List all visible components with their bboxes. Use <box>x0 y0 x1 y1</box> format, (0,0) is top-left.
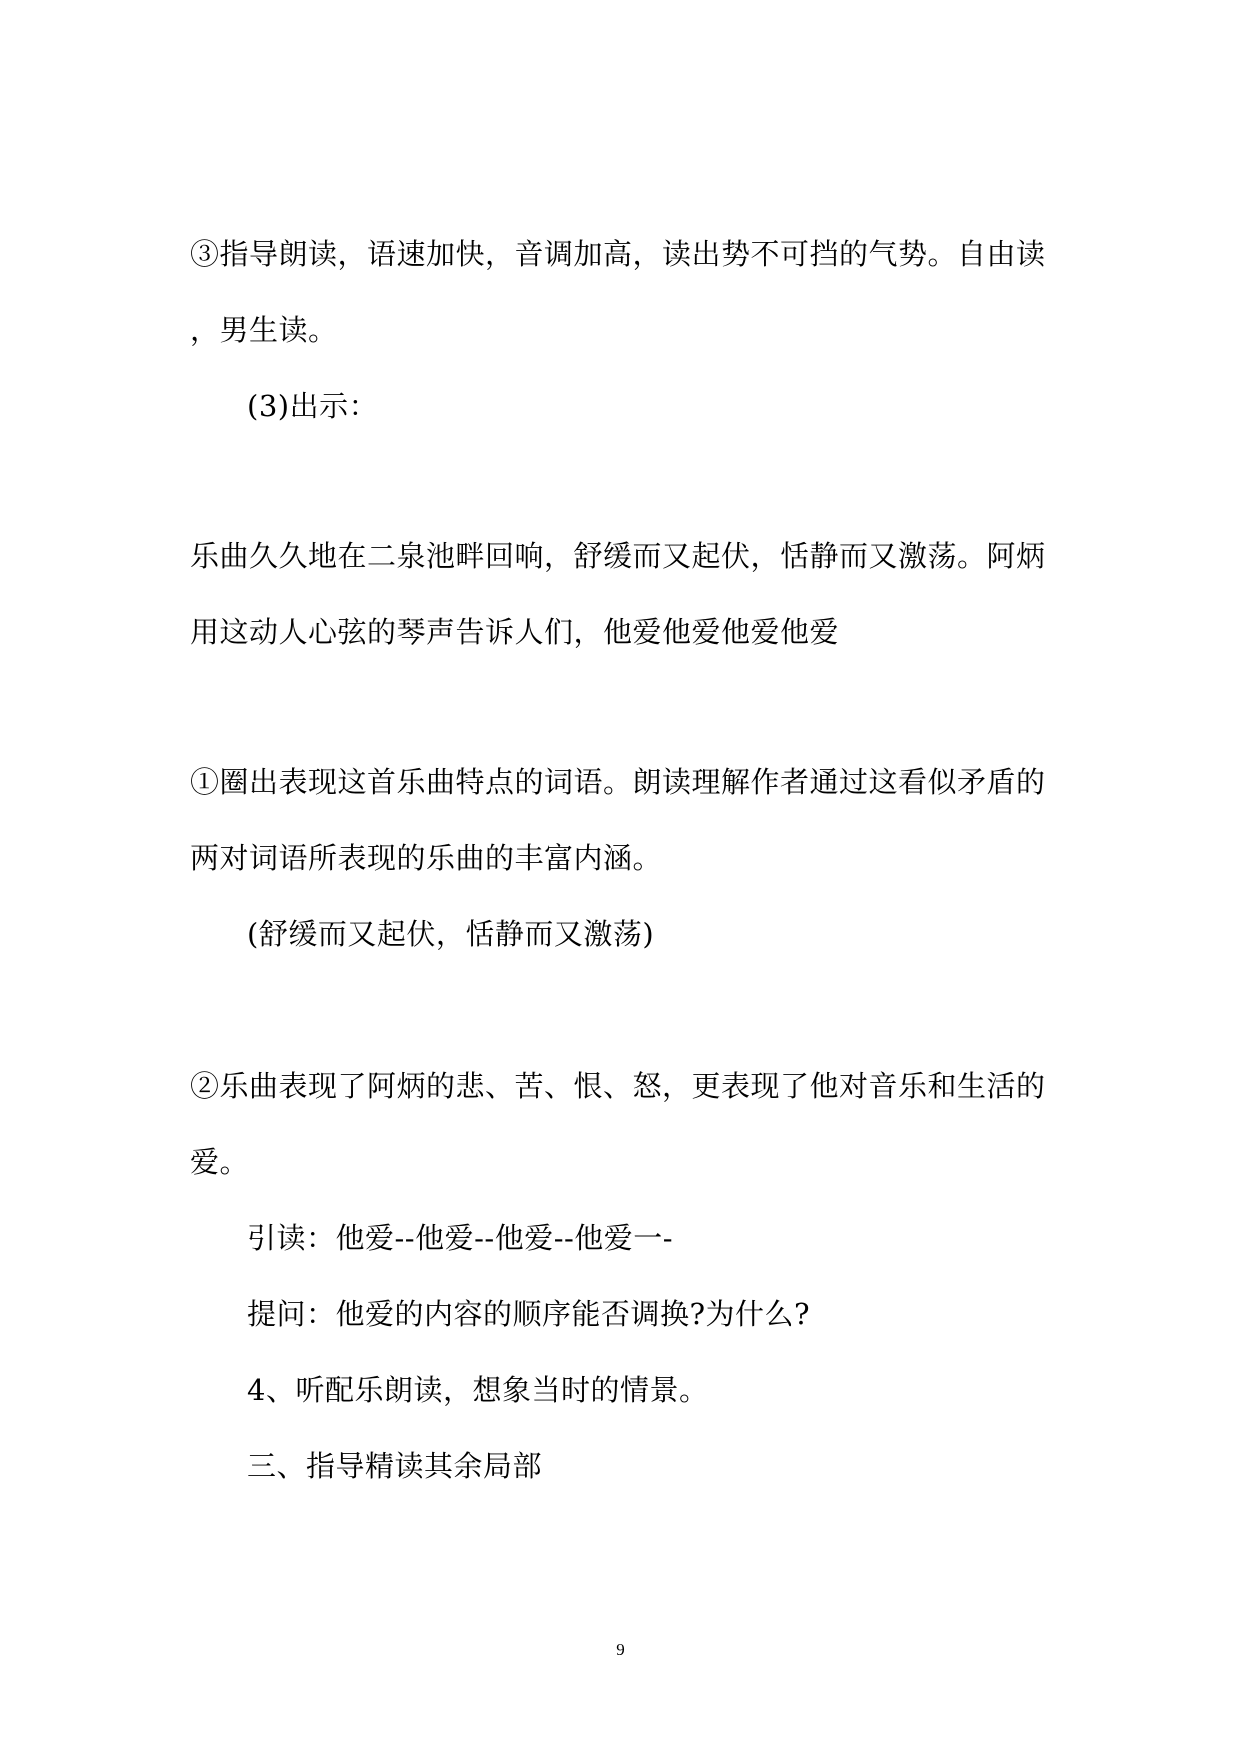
paragraph-line: 两对词语所表现的乐曲的丰富内涵。 <box>190 841 663 875</box>
paragraph-line: ①圈出表现这首乐曲特点的词语。朗读理解作者通过这看似矛盾的 <box>190 765 1046 799</box>
paragraph-line: 引读：他爱--他爱--他爱--他爱一- <box>247 1221 674 1255</box>
section-heading: 三、指导精读其余局部 <box>247 1449 543 1483</box>
paragraph-line: 爱。 <box>190 1145 250 1179</box>
paragraph-line: (3)出示： <box>247 389 379 423</box>
paragraph-line: 用这动人心弦的琴声告诉人们，他爱他爱他爱他爱 <box>190 615 840 649</box>
paragraph-line: (舒缓而又起伏，恬静而又激荡) <box>247 917 655 951</box>
paragraph-line: 乐曲久久地在二泉池畔回响，舒缓而又起伏，恬静而又激荡。阿炳 <box>190 539 1046 573</box>
paragraph-line: 提问：他爱的内容的顺序能否调换?为什么? <box>247 1297 811 1331</box>
paragraph-line: ②乐曲表现了阿炳的悲、苦、恨、怒，更表现了他对音乐和生活的 <box>190 1069 1046 1103</box>
paragraph-line: ③指导朗读，语速加快，音调加高，读出势不可挡的气势。自由读 <box>190 237 1046 271</box>
paragraph-line: ，男生读。 <box>190 313 338 347</box>
page-number: 9 <box>616 1640 625 1659</box>
paragraph-line: 4、听配乐朗读，想象当时的情景。 <box>247 1373 709 1407</box>
